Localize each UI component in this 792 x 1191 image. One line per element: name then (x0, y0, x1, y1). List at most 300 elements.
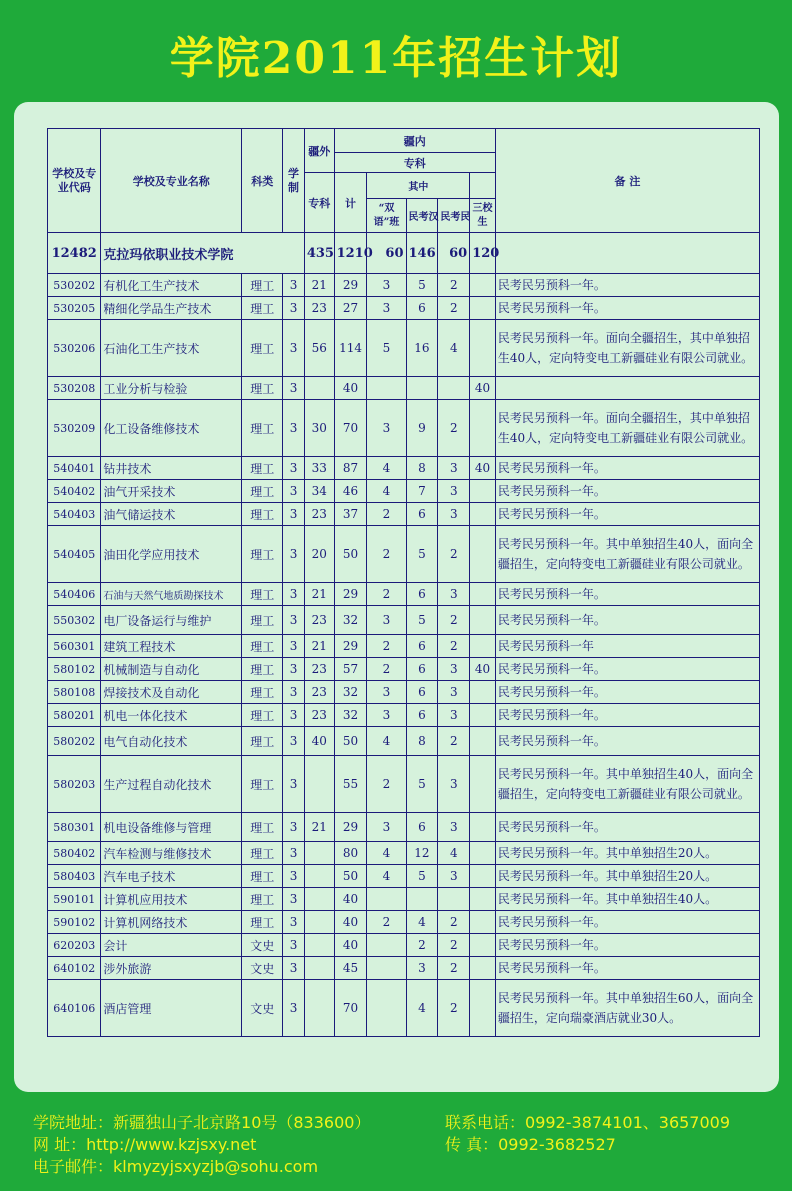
major-remarks: 民考民另预科一年。 (495, 457, 759, 480)
major-bilingual: 4 (367, 865, 406, 888)
major-name: 汽车电子技术 (101, 865, 242, 888)
major-three-school (470, 400, 496, 457)
major-category: 理工 (242, 320, 283, 377)
major-minority-han: 7 (406, 480, 438, 503)
major-three-school (470, 911, 496, 934)
major-minority-han: 6 (406, 704, 438, 727)
major-minority-min: 2 (438, 635, 470, 658)
major-years: 3 (283, 297, 305, 320)
address-label: 学院地址： (33, 1113, 114, 1132)
major-category: 理工 (242, 526, 283, 583)
major-bilingual: 3 (367, 606, 406, 635)
major-bilingual: 3 (367, 400, 406, 457)
header-outside: 疆外 (304, 129, 334, 173)
major-bilingual: 2 (367, 635, 406, 658)
major-total: 87 (334, 457, 367, 480)
major-minority-han: 6 (406, 635, 438, 658)
major-remarks: 民考民另预科一年。 (495, 704, 759, 727)
major-three-school (470, 756, 496, 813)
header-total: 计 (334, 173, 367, 233)
header-three-school: 三校生 (470, 199, 496, 233)
major-minority-han: 6 (406, 813, 438, 842)
major-code: 580203 (48, 756, 101, 813)
major-three-school (470, 957, 496, 980)
major-minority-min: 2 (438, 727, 470, 756)
phone-label: 联系电话： (445, 1113, 526, 1132)
major-code: 640102 (48, 957, 101, 980)
major-category: 文史 (242, 980, 283, 1037)
major-remarks: 民考民另预科一年 (495, 635, 759, 658)
major-code: 540403 (48, 503, 101, 526)
major-code: 640106 (48, 980, 101, 1037)
table-row (48, 457, 760, 480)
table-row (48, 377, 760, 400)
major-three-school: 40 (470, 658, 496, 681)
major-bilingual: 2 (367, 583, 406, 606)
email-link[interactable]: klmyzyjsxyzjb@sohu.com (113, 1157, 319, 1176)
major-years: 3 (283, 658, 305, 681)
header-remarks: 备 注 (495, 129, 759, 233)
major-minority-min: 3 (438, 865, 470, 888)
major-minority-min: 2 (438, 400, 470, 457)
major-category: 理工 (242, 635, 283, 658)
major-category: 理工 (242, 704, 283, 727)
header-among: 其中 (367, 173, 470, 199)
major-remarks: 民考民另预科一年。 (495, 813, 759, 842)
major-outside (304, 756, 334, 813)
major-outside (304, 888, 334, 911)
major-years: 3 (283, 911, 305, 934)
major-code: 580402 (48, 842, 101, 865)
major-minority-han: 6 (406, 297, 438, 320)
major-bilingual (367, 934, 406, 957)
major-minority-han: 5 (406, 756, 438, 813)
major-code: 530206 (48, 320, 101, 377)
major-years: 3 (283, 606, 305, 635)
table-row (48, 400, 760, 457)
major-category: 理工 (242, 400, 283, 457)
school-code: 12482 (48, 233, 101, 274)
header-name: 学校及专业名称 (101, 129, 242, 233)
major-remarks: 民考民另预科一年。 (495, 727, 759, 756)
major-total: 40 (334, 934, 367, 957)
major-years: 3 (283, 842, 305, 865)
major-bilingual: 2 (367, 658, 406, 681)
major-bilingual: 4 (367, 842, 406, 865)
major-category: 理工 (242, 727, 283, 756)
major-outside: 30 (304, 400, 334, 457)
major-code: 530208 (48, 377, 101, 400)
school-minority-han: 146 (406, 233, 438, 274)
major-code: 530209 (48, 400, 101, 457)
table-row (48, 526, 760, 583)
major-outside (304, 842, 334, 865)
major-bilingual: 3 (367, 297, 406, 320)
major-name: 酒店管理 (101, 980, 242, 1037)
major-remarks: 民考民另预科一年。 (495, 911, 759, 934)
major-years: 3 (283, 457, 305, 480)
major-name: 精细化学品生产技术 (101, 297, 242, 320)
table-row (48, 503, 760, 526)
major-name: 计算机网络技术 (101, 911, 242, 934)
major-three-school (470, 934, 496, 957)
table-row (48, 635, 760, 658)
web-label: 网 址： (33, 1135, 87, 1154)
major-three-school (470, 635, 496, 658)
major-minority-han: 5 (406, 274, 438, 297)
major-outside: 21 (304, 583, 334, 606)
major-total: 29 (334, 274, 367, 297)
major-outside (304, 865, 334, 888)
major-remarks: 民考民另预科一年。其中单独招生60人，面向全疆招生，定向瑞豪酒店就业30人。 (495, 980, 759, 1037)
major-years: 3 (283, 704, 305, 727)
table-row (48, 957, 760, 980)
major-outside: 23 (304, 658, 334, 681)
major-remarks: 民考民另预科一年。 (495, 957, 759, 980)
major-bilingual: 4 (367, 457, 406, 480)
major-minority-han: 5 (406, 526, 438, 583)
major-outside: 40 (304, 727, 334, 756)
major-bilingual: 5 (367, 320, 406, 377)
major-category: 理工 (242, 457, 283, 480)
major-code: 580301 (48, 813, 101, 842)
major-minority-han: 5 (406, 865, 438, 888)
major-category: 理工 (242, 865, 283, 888)
major-minority-han: 5 (406, 606, 438, 635)
major-remarks: 民考民另预科一年。其中单独招生40人，面向全疆招生，定向特变电工新疆硅业有限公司就业。 (495, 526, 759, 583)
major-years: 3 (283, 274, 305, 297)
major-minority-min: 3 (438, 813, 470, 842)
major-total: 32 (334, 704, 367, 727)
school-remarks (495, 233, 759, 274)
major-total: 80 (334, 842, 367, 865)
major-minority-min: 2 (438, 911, 470, 934)
major-category: 理工 (242, 583, 283, 606)
major-code: 560301 (48, 635, 101, 658)
major-minority-han: 3 (406, 957, 438, 980)
page-title: 学院2011年招生计划 (169, 33, 623, 84)
major-total: 29 (334, 583, 367, 606)
major-category: 理工 (242, 606, 283, 635)
major-three-school (470, 727, 496, 756)
major-name: 机电设备维修与管理 (101, 813, 242, 842)
major-years: 3 (283, 813, 305, 842)
major-name: 机械制造与自动化 (101, 658, 242, 681)
major-name: 汽车检测与维修技术 (101, 842, 242, 865)
major-bilingual: 3 (367, 813, 406, 842)
major-bilingual (367, 377, 406, 400)
major-outside (304, 980, 334, 1037)
major-remarks: 民考民另预科一年。面向全疆招生，其中单独招生40人，定向特变电工新疆硅业有限公司就业。 (495, 320, 759, 377)
major-category: 理工 (242, 681, 283, 704)
major-total: 50 (334, 865, 367, 888)
major-minority-min: 2 (438, 526, 470, 583)
header-minority-min: 民考民 (438, 199, 470, 233)
major-years: 3 (283, 583, 305, 606)
major-minority-min: 3 (438, 480, 470, 503)
major-remarks: 民考民另预科一年。 (495, 681, 759, 704)
table-row (48, 274, 760, 297)
major-minority-min: 3 (438, 658, 470, 681)
major-remarks: 民考民另预科一年。 (495, 297, 759, 320)
major-category: 理工 (242, 842, 283, 865)
table-row (48, 813, 760, 842)
major-minority-han: 9 (406, 400, 438, 457)
header-specialty: 专科 (334, 153, 495, 173)
major-minority-min: 3 (438, 457, 470, 480)
major-category: 理工 (242, 911, 283, 934)
major-code: 580108 (48, 681, 101, 704)
major-remarks: 民考民另预科一年。其中单独招生20人。 (495, 842, 759, 865)
major-category: 理工 (242, 756, 283, 813)
major-minority-han: 6 (406, 583, 438, 606)
major-minority-han: 6 (406, 681, 438, 704)
major-minority-han: 2 (406, 934, 438, 957)
major-remarks: 民考民另预科一年。 (495, 658, 759, 681)
major-remarks: 民考民另预科一年。其中单独招生20人。 (495, 865, 759, 888)
table-row (48, 934, 760, 957)
major-three-school: 40 (470, 457, 496, 480)
major-name: 会计 (101, 934, 242, 957)
major-name: 化工设备维修技术 (101, 400, 242, 457)
major-years: 3 (283, 865, 305, 888)
major-minority-min: 3 (438, 503, 470, 526)
major-category: 理工 (242, 503, 283, 526)
major-years: 3 (283, 957, 305, 980)
major-remarks: 民考民另预科一年。其中单独招生40人，面向全疆招生，定向特变电工新疆硅业有限公司就业。 (495, 756, 759, 813)
major-total: 55 (334, 756, 367, 813)
major-years: 3 (283, 888, 305, 911)
email-label: 电子邮件： (33, 1157, 114, 1176)
major-name: 生产过程自动化技术 (101, 756, 242, 813)
major-total: 50 (334, 727, 367, 756)
major-minority-han: 8 (406, 727, 438, 756)
school-bilingual: 60 (367, 233, 406, 274)
major-three-school (470, 704, 496, 727)
major-minority-min: 2 (438, 934, 470, 957)
major-three-school (470, 320, 496, 377)
major-years: 3 (283, 526, 305, 583)
school-minority-min: 60 (438, 233, 470, 274)
major-outside: 20 (304, 526, 334, 583)
major-years: 3 (283, 400, 305, 457)
major-minority-min: 3 (438, 681, 470, 704)
major-name: 机电一体化技术 (101, 704, 242, 727)
major-total: 46 (334, 480, 367, 503)
major-outside: 21 (304, 813, 334, 842)
major-code: 530205 (48, 297, 101, 320)
major-code: 580102 (48, 658, 101, 681)
major-minority-han (406, 377, 438, 400)
major-total: 40 (334, 377, 367, 400)
major-years: 3 (283, 480, 305, 503)
address-value: 新疆独山子北京路10号（833600） (113, 1113, 371, 1132)
major-outside (304, 934, 334, 957)
major-name: 建筑工程技术 (101, 635, 242, 658)
major-years: 3 (283, 635, 305, 658)
major-remarks: 民考民另预科一年。 (495, 606, 759, 635)
table-row (48, 583, 760, 606)
major-three-school (470, 583, 496, 606)
header-years: 学制 (283, 129, 305, 233)
major-bilingual: 3 (367, 274, 406, 297)
major-category: 理工 (242, 480, 283, 503)
major-outside: 23 (304, 704, 334, 727)
major-category: 理工 (242, 297, 283, 320)
major-name: 计算机应用技术 (101, 888, 242, 911)
major-bilingual: 3 (367, 704, 406, 727)
major-years: 3 (283, 934, 305, 957)
major-minority-min: 4 (438, 320, 470, 377)
major-minority-min (438, 377, 470, 400)
major-remarks: 民考民另预科一年。 (495, 503, 759, 526)
major-outside: 34 (304, 480, 334, 503)
major-outside (304, 911, 334, 934)
major-code: 540402 (48, 480, 101, 503)
major-name: 油气开采技术 (101, 480, 242, 503)
major-name: 电厂设备运行与维护 (101, 606, 242, 635)
major-name: 焊接技术及自动化 (101, 681, 242, 704)
major-total: 40 (334, 888, 367, 911)
table-row (48, 911, 760, 934)
major-code: 540406 (48, 583, 101, 606)
major-minority-min: 2 (438, 606, 470, 635)
major-three-school (470, 480, 496, 503)
major-code: 620203 (48, 934, 101, 957)
major-total: 27 (334, 297, 367, 320)
major-name: 石油与天然气地质勘探技术 (101, 583, 242, 606)
major-minority-min: 2 (438, 274, 470, 297)
major-remarks (495, 377, 759, 400)
fax-value: 0992-3682527 (498, 1135, 616, 1154)
major-bilingual (367, 888, 406, 911)
major-three-school (470, 813, 496, 842)
table-row (48, 980, 760, 1037)
major-three-school (470, 980, 496, 1037)
major-minority-min: 3 (438, 756, 470, 813)
major-minority-han: 4 (406, 911, 438, 934)
table-row (48, 756, 760, 813)
major-outside: 23 (304, 606, 334, 635)
major-years: 3 (283, 727, 305, 756)
major-remarks: 民考民另预科一年。 (495, 583, 759, 606)
major-outside (304, 377, 334, 400)
table-row (48, 606, 760, 635)
major-years: 3 (283, 681, 305, 704)
major-name: 涉外旅游 (101, 957, 242, 980)
major-name: 油田化学应用技术 (101, 526, 242, 583)
major-code: 540401 (48, 457, 101, 480)
major-bilingual: 2 (367, 911, 406, 934)
table-row (48, 888, 760, 911)
header-outside-specialty: 专科 (304, 173, 334, 233)
major-minority-min: 4 (438, 842, 470, 865)
major-total: 70 (334, 980, 367, 1037)
major-three-school (470, 842, 496, 865)
major-total: 50 (334, 526, 367, 583)
major-total: 45 (334, 957, 367, 980)
major-category: 理工 (242, 888, 283, 911)
major-category: 理工 (242, 658, 283, 681)
major-minority-han: 12 (406, 842, 438, 865)
major-category: 理工 (242, 377, 283, 400)
major-code: 550302 (48, 606, 101, 635)
table-row (48, 480, 760, 503)
major-total: 32 (334, 606, 367, 635)
contact-footer (33, 1112, 783, 1178)
major-remarks: 民考民另预科一年。其中单独招生40人。 (495, 888, 759, 911)
major-years: 3 (283, 320, 305, 377)
major-years: 3 (283, 756, 305, 813)
major-minority-han: 16 (406, 320, 438, 377)
major-bilingual: 2 (367, 756, 406, 813)
major-minority-han: 6 (406, 503, 438, 526)
major-bilingual: 3 (367, 681, 406, 704)
major-outside: 56 (304, 320, 334, 377)
major-outside: 23 (304, 297, 334, 320)
major-total: 70 (334, 400, 367, 457)
major-code: 580202 (48, 727, 101, 756)
school-three-school: 120 (470, 233, 496, 274)
major-minority-han: 6 (406, 658, 438, 681)
major-bilingual (367, 957, 406, 980)
major-remarks: 民考民另预科一年。 (495, 274, 759, 297)
major-years: 3 (283, 377, 305, 400)
header-category: 科类 (242, 129, 283, 233)
major-outside: 33 (304, 457, 334, 480)
major-three-school: 40 (470, 377, 496, 400)
major-name: 油气储运技术 (101, 503, 242, 526)
major-total: 37 (334, 503, 367, 526)
major-minority-min: 2 (438, 980, 470, 1037)
header-code: 学校及专业代码 (48, 129, 101, 233)
major-category: 理工 (242, 813, 283, 842)
plan-panel (14, 102, 779, 1092)
major-minority-min: 2 (438, 957, 470, 980)
major-years: 3 (283, 980, 305, 1037)
header-inside: 疆内 (334, 129, 495, 153)
major-bilingual: 4 (367, 480, 406, 503)
major-remarks: 民考民另预科一年。 (495, 480, 759, 503)
major-name: 有机化工生产技术 (101, 274, 242, 297)
major-outside: 23 (304, 503, 334, 526)
fax-label: 传 真： (445, 1135, 499, 1154)
table-row (48, 320, 760, 377)
web-link[interactable]: http://www.kzjsxy.net (86, 1135, 257, 1154)
major-outside (304, 957, 334, 980)
major-three-school (470, 888, 496, 911)
phone-value: 0992-3874101、3657009 (525, 1113, 731, 1132)
major-code: 590101 (48, 888, 101, 911)
major-three-school (470, 297, 496, 320)
major-remarks: 民考民另预科一年。 (495, 934, 759, 957)
table-row (48, 681, 760, 704)
major-bilingual (367, 980, 406, 1037)
major-name: 工业分析与检验 (101, 377, 242, 400)
major-three-school (470, 865, 496, 888)
table-row (48, 658, 760, 681)
header-minority-han: 民考汉 (406, 199, 438, 233)
major-code: 540405 (48, 526, 101, 583)
major-name: 电气自动化技术 (101, 727, 242, 756)
school-name: 克拉玛依职业技术学院 (101, 233, 304, 274)
major-minority-min: 2 (438, 297, 470, 320)
major-three-school (470, 606, 496, 635)
major-code: 580201 (48, 704, 101, 727)
major-minority-min (438, 888, 470, 911)
major-total: 32 (334, 681, 367, 704)
major-three-school (470, 503, 496, 526)
